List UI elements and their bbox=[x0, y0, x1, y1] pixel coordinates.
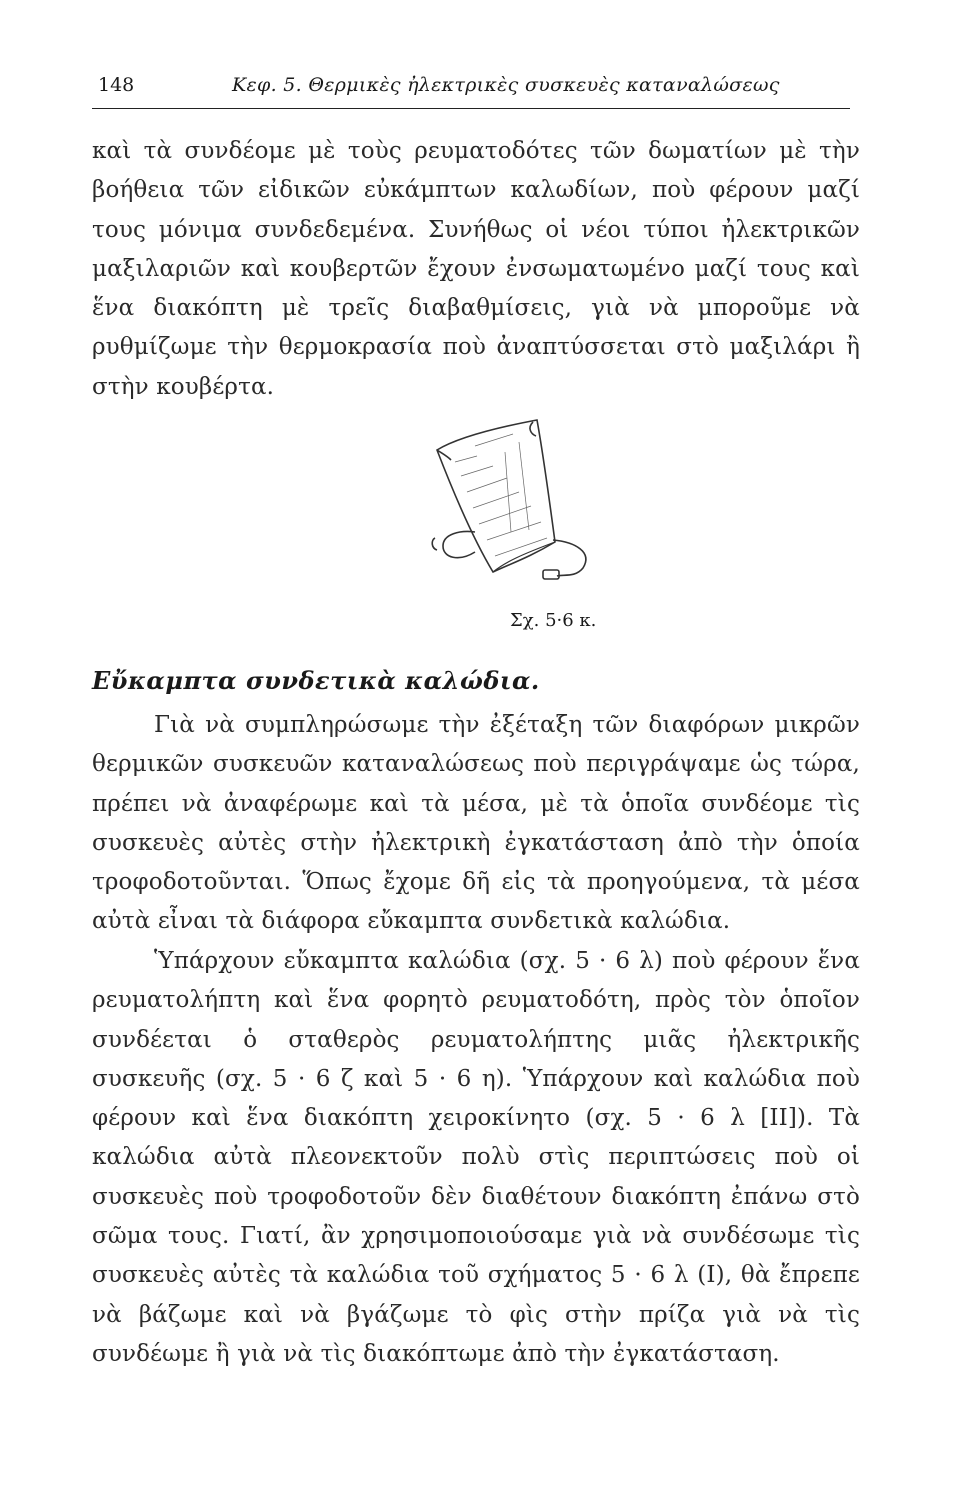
paragraph-2-text: Γιὰ νὰ συμπληρώσωμε τὴν ἐξέταξη τῶν διαφόρων μικρῶν θερμικῶν συσκευῶν καταναλώσεως ποὺ περιγράψαμε ὡς τώρα, πρέπει νὰ ἀναφέρωμε καὶ τὰ μέσα, μὲ τὰ ὁποῖα συνδέομε τὶς συσκευὲς αὐτὲς στὴν ἠλεκτρικὴ ἐγκατάσταση ἀπὸ τὴν ὁποία τροφοδοτοῦνται. Ὅπως ἔχομε δῆ εἰς τὰ προηγούμενα, τὰ μέσα αὐτὰ εἶναι τὰ διάφορα εὔκαμπτα συνδετικὰ καλώδια. bbox=[92, 712, 860, 935]
running-title: Κεφ. 5. Θερμικὲς ἠλεκτρικὲς συσκευὲς καταναλώσεως bbox=[232, 74, 780, 96]
paragraph-1: καὶ τὰ συνδέομε μὲ τοὺς ρευματοδότες τῶν δωματίων μὲ τὴν βοήθεια τῶν εἰδικῶν εὐκάμπτων καλωδίων, ποὺ φέρουν μαζί τους μόνιμα συνδεδεμένα. Συνήθως οἱ νέοι τύποι ἠλεκτρικῶν μαξιλαριῶν καὶ κουβερτῶν ἔχουν ἐνσωματωμένο μαζί τους καὶ ἕνα διακόπτη μὲ τρεῖς διαβαθμίσεις, γιὰ νὰ μποροῦμε νὰ ρυθμίζωμε τὴν θερμοκρασία ποὺ ἀναπτύσσεται στὸ μαξιλάρι ἢ στὴν κουβέρτα. bbox=[92, 138, 860, 400]
running-header bbox=[92, 68, 850, 109]
paragraph-3 bbox=[92, 942, 860, 1374]
electric-pillow-illustration bbox=[415, 412, 605, 587]
page-number: 148 bbox=[98, 74, 135, 96]
figure-caption: Σχ. 5·6 κ. bbox=[510, 610, 597, 631]
paragraph-2 bbox=[92, 706, 860, 942]
section-subheading: Εὔκαμπτα συνδετικὰ καλώδια. bbox=[92, 666, 540, 695]
paragraph-3-text: Ὑπάρχουν εὔκαμπτα καλώδια (σχ. 5 · 6 λ) ποὺ φέρουν ἕνα ρευματολήπτη καὶ ἕνα φορητὸ ρευματοδότη, πρὸς τὸν ὁποῖον συνδέεται ὁ σταθερὸς ρευματολήπτης μιᾶς ἠλεκτρικῆς συσκευῆς (σχ. 5 · 6 ζ καὶ 5 · 6 η). Ὑπάρχουν καὶ καλώδια ποὺ φέρουν καὶ ἕνα διακόπτη χειροκίνητο (σχ. 5 · 6 λ [ΙΙ]). Τὰ καλώδια αὐτὰ πλεονεκτοῦν πολὺ στὶς περιπτώσεις ποὺ οἱ συσκευὲς ποὺ τροφοδοτοῦν δὲν διαθέτουν διακόπτη ἐπάνω στὸ σῶμα τους. Γιατί, ἂν χρησιμοποιούσαμε γιὰ νὰ συνδέσωμε τὶς συσκευὲς αὐτὲς τὰ καλώδια τοῦ σχήματος 5 · 6 λ (Ι), θὰ ἔπρεπε νὰ βάζωμε καὶ νὰ βγάζωμε τὸ φὶς στὴν πρίζα γιὰ νὰ τὶς συνδέωμε ἢ γιὰ νὰ τὶς διακόπτωμε ἀπὸ τὴν ἐγκατάσταση. bbox=[92, 948, 860, 1367]
